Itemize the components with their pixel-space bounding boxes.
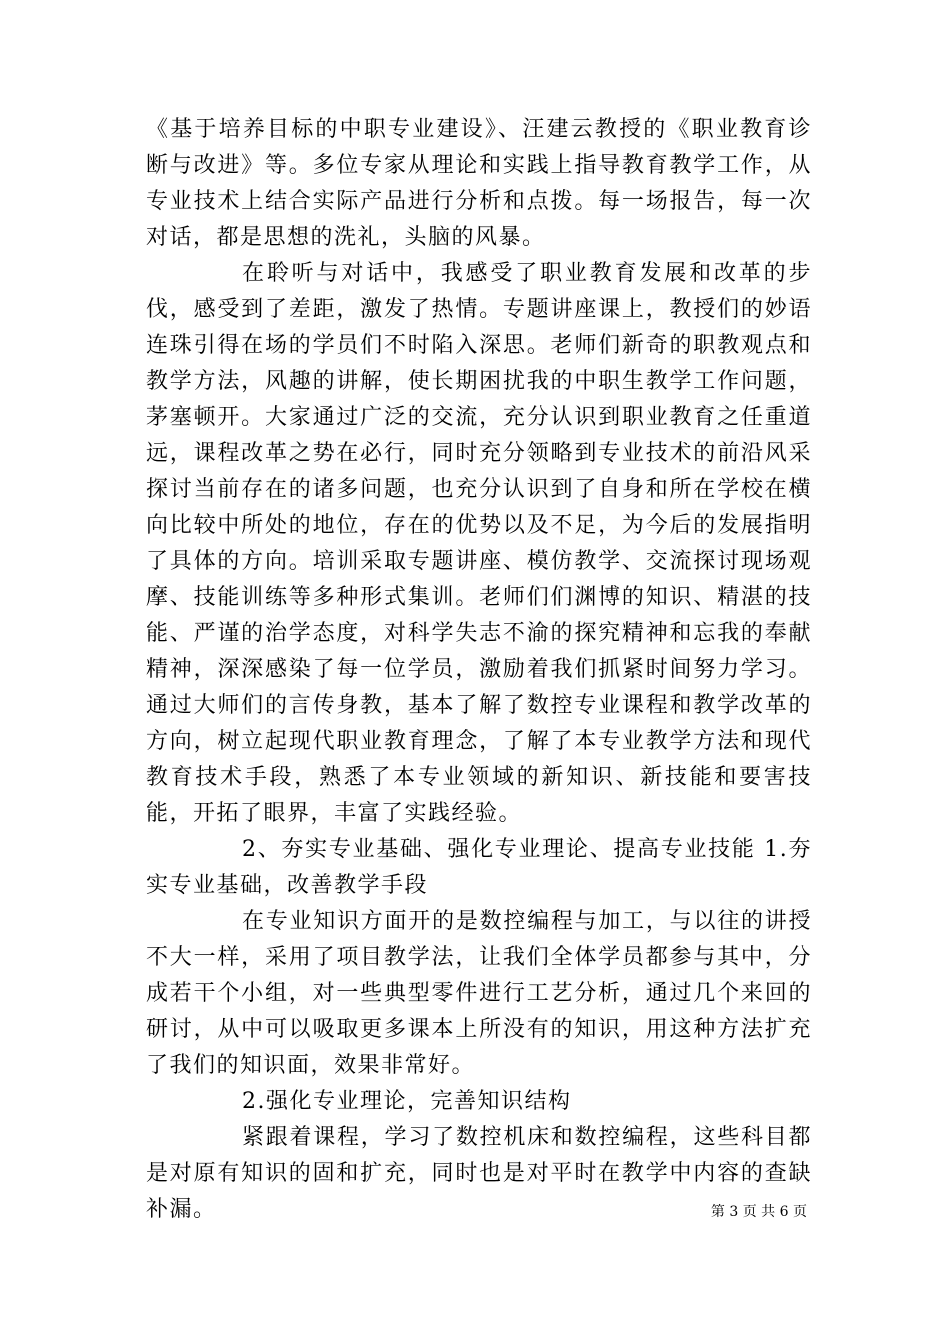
subheading-strengthen-theory: 2.强化专业理论，完善知识结构 [242,1089,572,1114]
paragraph-follow-course: 紧跟着课程，学习了数控机床和数控编程，这些科目都是对原有知识的固和扩充，同时也是对平时在教学中内容的查缺补漏。 [146,1125,812,1222]
paragraph-continuation: 《基于培养目标的中职专业建设》、汪建云教授的《职业教育诊断与改进》等。多位专家从理论和实践上指导教育教学工作，从专业技术上结合实际产品进行分析和点拨。每一场报告，每一次对话，都是思想的洗礼，头脑的风暴。 [146,117,812,250]
section-heading-2: 2、夯实专业基础、强化专业理论、提高专业技能 1.夯实专业基础，改善教学手段 [146,837,812,898]
page-number-footer: 第 3 页 共 6 页 [710,1204,807,1220]
document-body [146,112,812,1228]
paragraph-professional-knowledge: 在专业知识方面开的是数控编程与加工，与以往的讲授不大一样，采用了项目教学法，让我们全体学员都参与其中，分成若干个小组，对一些典型零件进行工艺分析，通过几个来回的研讨，从中可以吸取更多课本上所没有的知识，用这种方法扩充了我们的知识面，效果非常好。 [146,909,812,1078]
paragraph-listening-dialogue: 在聆听与对话中，我感受了职业教育发展和改革的步伐，感受到了差距，激发了热情。专题讲座课上，教授们的妙语连珠引得在场的学员们不时陷入深思。老师们新奇的职教观点和教学方法，风趣的讲解，使长期困扰我的中职生教学工作问题，茅塞顿开。大家通过广泛的交流，充分认识到职业教育之任重道远，课程改革之势在必行，同时充分领略到专业技术的前沿风采探讨当前存在的诸多问题，也充分认识到了自身和所在学校在横向比较中所处的地位，存在的优势以及不足，为今后的发展指明了具体的方向。培训采取专题讲座、模仿教学、交流探讨现场观摩、技能训练等多种形式集训。老师们们渊博的知识、精湛的技能、严谨的治学态度，对科学失志不渝的探究精神和忘我的奉献精神，深深感染了每一位学员，激励着我们抓紧时间努力学习。通过大师们的言传身教，基本了解了数控专业课程和教学改革的方向，树立起现代职业教育理念，了解了本专业教学方法和现代教育技术手段，熟悉了本专业领域的新知识、新技能和要害技能，开拓了眼界，丰富了实践经验。 [146,261,812,826]
